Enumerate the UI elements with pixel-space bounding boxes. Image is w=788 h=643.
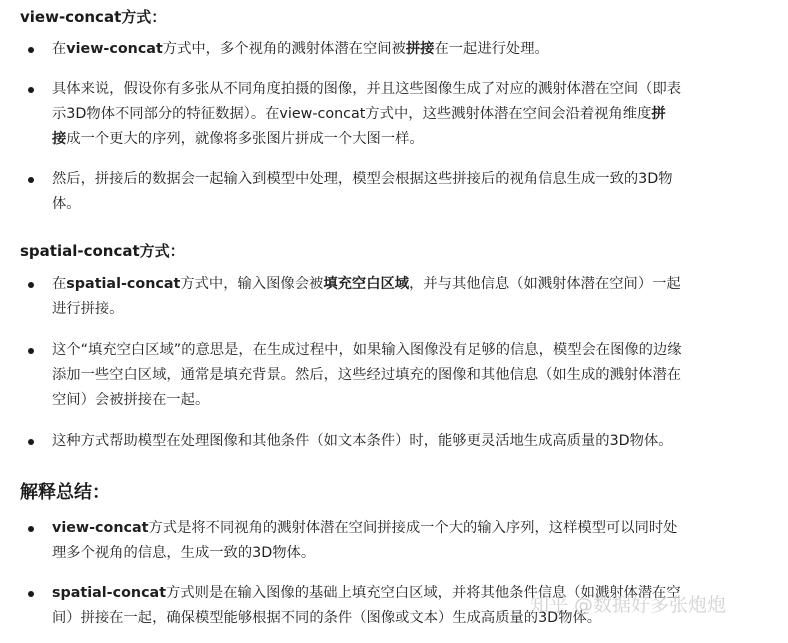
text-line	[52, 127, 768, 152]
text-line	[52, 192, 768, 217]
bold-text: view-concat	[52, 520, 149, 536]
text-run: 成一个更大的序列，就像将多张图片拼成一个大图一样。	[66, 131, 424, 147]
list-item	[52, 516, 768, 566]
section-heading-spatial-concat: spatial-concat方式：	[20, 242, 185, 260]
text-run: 在	[52, 276, 67, 292]
text-run: 进行拼接。	[52, 301, 124, 317]
bold-text: spatial-concat	[52, 585, 167, 601]
list-item	[52, 77, 768, 152]
bold-text: spatial-concat	[66, 276, 181, 292]
text-run: 空间）会被拼接在一起。	[52, 392, 210, 408]
text-line	[52, 516, 768, 541]
text-run: ，并与其他信息（如溅射体潜在空间）一起	[409, 276, 681, 292]
text-run: 方式中，输入图像会被	[180, 276, 324, 292]
text-line	[52, 363, 768, 388]
watermark-text: 知乎 @数据好多张炮炮	[530, 594, 727, 616]
text-line	[52, 541, 768, 566]
list-item	[52, 338, 768, 413]
text-line	[52, 429, 768, 454]
text-run: 示3D物体不同部分的特征数据）。在view-concat方式中，这些溅射体潜在空间会沿着视角维度	[52, 106, 652, 122]
section-heading-view-concat: view-concat方式：	[20, 8, 167, 26]
text-line	[52, 102, 768, 127]
text-run: 方式是将不同视角的溅射体潜在空间拼接成一个大的输入序列，这样模型可以同时处	[148, 520, 678, 536]
section-heading-summary: 解释总结：	[20, 482, 110, 503]
text-run: 在一起进行处理。	[434, 41, 549, 57]
text-run: 方式则是在输入图像的基础上填充空白区域，并将其他条件信息（如溅射体潜在空	[166, 585, 681, 601]
text-run: 体。	[52, 196, 81, 212]
text-run: 这个“填充空白区域”的意思是，在生成过程中，如果输入图像没有足够的信息，模型会在图像的边缘	[52, 342, 682, 358]
bold-text: view-concat	[66, 41, 163, 57]
text-line	[52, 338, 768, 363]
text-line	[52, 297, 768, 322]
list-item	[52, 272, 768, 322]
bold-text: 拼接	[405, 41, 435, 57]
text-line	[52, 272, 768, 297]
text-line	[52, 77, 768, 102]
list-item	[52, 167, 768, 217]
bold-text: 填充空白区域	[323, 276, 410, 292]
text-line	[52, 167, 768, 192]
text-line	[52, 37, 768, 62]
list-item	[52, 37, 768, 62]
text-run: 方式中，多个视角的溅射体潜在空间被	[162, 41, 406, 57]
text-run: 理多个视角的信息，生成一致的3D物体。	[52, 545, 316, 561]
bold-text: 接	[52, 131, 67, 147]
text-run: 然后，拼接后的数据会一起输入到模型中处理，模型会根据这些拼接后的视角信息生成一致的3D物	[52, 171, 673, 187]
text-run: 具体来说，假设你有多张从不同角度拍摄的图像，并且这些图像生成了对应的溅射体潜在空间（即表	[52, 81, 682, 97]
text-run: 添加一些空白区域，通常是填充背景。然后，这些经过填充的图像和其他信息（如生成的溅射体潜在	[52, 367, 682, 383]
text-run: 这种方式帮助模型在处理图像和其他条件（如文本条件）时，能够更灵活地生成高质量的3D物体。	[52, 433, 673, 449]
text-run: 间）拼接在一起，确保模型能够根据不同的条件（图像或文本）生成高质量的3D物体。	[52, 610, 602, 626]
text-line	[52, 388, 768, 413]
bold-text: 拼	[651, 106, 666, 122]
list-item	[52, 429, 768, 454]
text-run: 在	[52, 41, 67, 57]
